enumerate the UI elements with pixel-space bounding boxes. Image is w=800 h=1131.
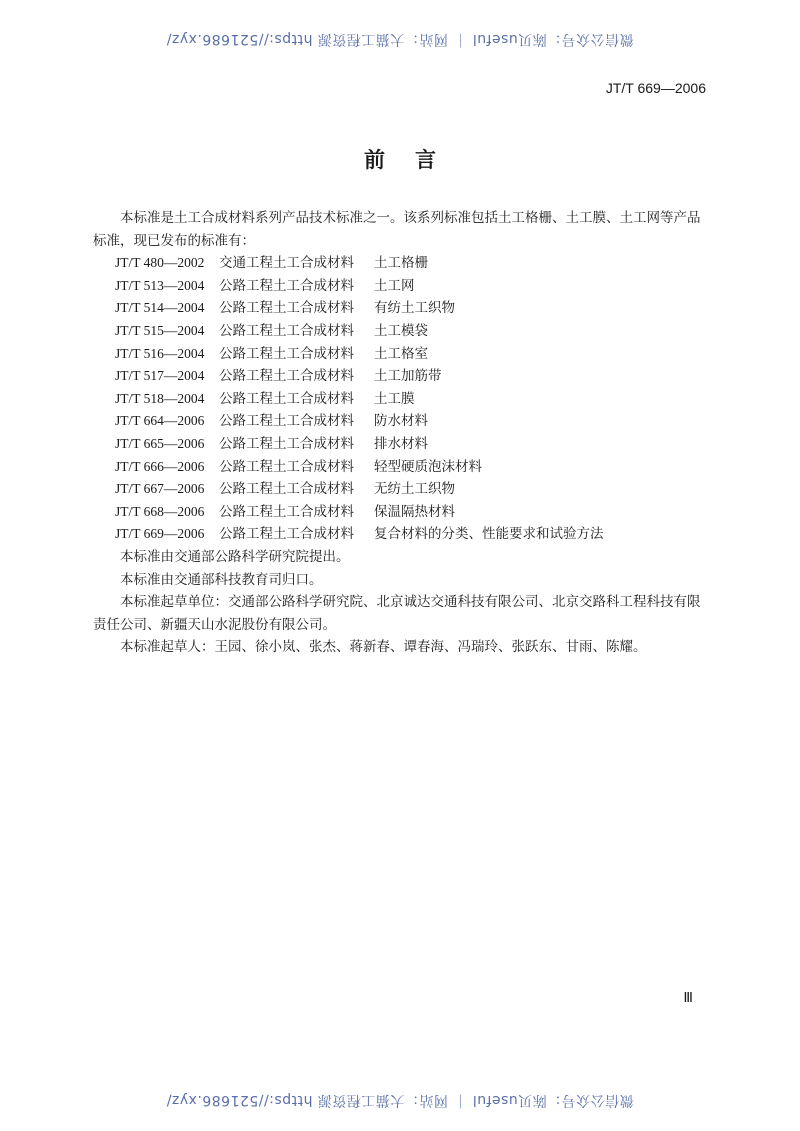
standard-series: 公路工程土工合成材料 xyxy=(219,503,354,520)
standard-number: JT/T 668—2006 xyxy=(115,503,205,519)
standard-series: 公路工程土工合成材料 xyxy=(219,368,354,385)
standard-row xyxy=(93,297,713,320)
standard-name: 复合材料的分类、性能要求和试验方法 xyxy=(374,526,604,543)
standard-name: 土工加筋带 xyxy=(374,368,442,385)
standard-name: 保温隔热材料 xyxy=(374,503,455,520)
standard-name: 防水材料 xyxy=(374,413,428,430)
standard-name: 轻型硬质泡沫材料 xyxy=(374,458,482,475)
watermark-top: 微信公众号：陈贝useful ｜ 网站：大猫工程资源 https://521686.xyz/ xyxy=(166,31,634,47)
standard-row xyxy=(93,365,713,388)
standard-number: JT/T 664—2006 xyxy=(115,413,205,429)
standard-name: 土工格室 xyxy=(374,345,428,362)
standard-series: 公路工程土工合成材料 xyxy=(219,435,354,452)
standard-number: JT/T 666—2006 xyxy=(115,458,205,474)
standard-number: JT/T 514—2004 xyxy=(115,300,205,316)
standard-number: JT/T 517—2004 xyxy=(115,368,205,384)
standard-series: 公路工程土工合成材料 xyxy=(219,413,354,430)
standard-series: 公路工程土工合成材料 xyxy=(219,526,354,543)
standard-number: JT/T 667—2006 xyxy=(115,481,205,497)
standard-name: 土工网 xyxy=(374,277,415,294)
drafting-units-paragraph: 本标准起草单位：交通部公路科学研究院、北京诚达交通科技有限公司、北京交路科工程科技有限责任公司、新疆天山水泥股份有限公司。 xyxy=(93,594,701,633)
standard-series: 公路工程土工合成材料 xyxy=(219,390,354,407)
standard-number: JT/T 513—2004 xyxy=(115,277,205,293)
standard-row xyxy=(93,320,713,343)
standard-row xyxy=(93,343,713,366)
standard-name: 有纺土工织物 xyxy=(374,300,455,317)
standard-name: 土工模袋 xyxy=(374,322,428,339)
standard-number: JT/T 480—2002 xyxy=(115,255,205,271)
standard-name: 土工格栅 xyxy=(374,255,428,272)
standard-number: JT/T 518—2004 xyxy=(115,390,205,406)
page-number: Ⅲ xyxy=(683,991,693,1006)
standard-number: JT/T 515—2004 xyxy=(115,322,205,338)
standards-list xyxy=(93,252,713,546)
intro-paragraph: 本标准是土工合成材料系列产品技术标准之一。该系列标准包括土工格栅、土工膜、土工网等产品标准，现已发布的标准有： xyxy=(93,210,701,249)
standard-name: 土工膜 xyxy=(374,390,415,407)
proposer-paragraph: 本标准由交通部公路科学研究院提出。 xyxy=(120,548,350,565)
standard-row xyxy=(93,433,713,456)
standard-row xyxy=(93,275,713,298)
standard-series: 公路工程土工合成材料 xyxy=(219,300,354,317)
watermark-bottom: 微信公众号：陈贝useful ｜ 网站：大猫工程资源 https://521686.xyz/ xyxy=(166,1092,634,1108)
standard-row xyxy=(93,478,713,501)
standard-number: JT/T 669—2006 xyxy=(115,526,205,542)
standard-name: 无纺土工织物 xyxy=(374,481,455,498)
standard-series: 公路工程土工合成材料 xyxy=(219,322,354,339)
standard-series: 公路工程土工合成材料 xyxy=(219,481,354,498)
standard-row xyxy=(93,388,713,411)
standard-row xyxy=(93,523,713,546)
foreword-body xyxy=(93,207,713,659)
administrator-paragraph: 本标准由交通部科技教育司归口。 xyxy=(120,571,323,588)
drafters-paragraph: 本标准起草人：王园、徐小岚、张杰、蒋新春、谭春海、冯瑞玲、张跃东、甘雨、陈耀。 xyxy=(120,639,647,656)
standard-code-header: JT/T 669—2006 xyxy=(605,80,706,96)
standard-series: 公路工程土工合成材料 xyxy=(219,458,354,475)
standard-row xyxy=(93,252,713,275)
standard-series: 交通工程土工合成材料 xyxy=(219,255,354,272)
standard-row xyxy=(93,410,713,433)
standard-number: JT/T 516—2004 xyxy=(115,345,205,361)
standard-series: 公路工程土工合成材料 xyxy=(219,345,354,362)
page-title: 前言 xyxy=(364,148,466,172)
standard-row xyxy=(93,456,713,479)
standard-series: 公路工程土工合成材料 xyxy=(219,277,354,294)
standard-number: JT/T 665—2006 xyxy=(115,435,205,451)
standard-row xyxy=(93,501,713,524)
standard-name: 排水材料 xyxy=(374,435,428,452)
